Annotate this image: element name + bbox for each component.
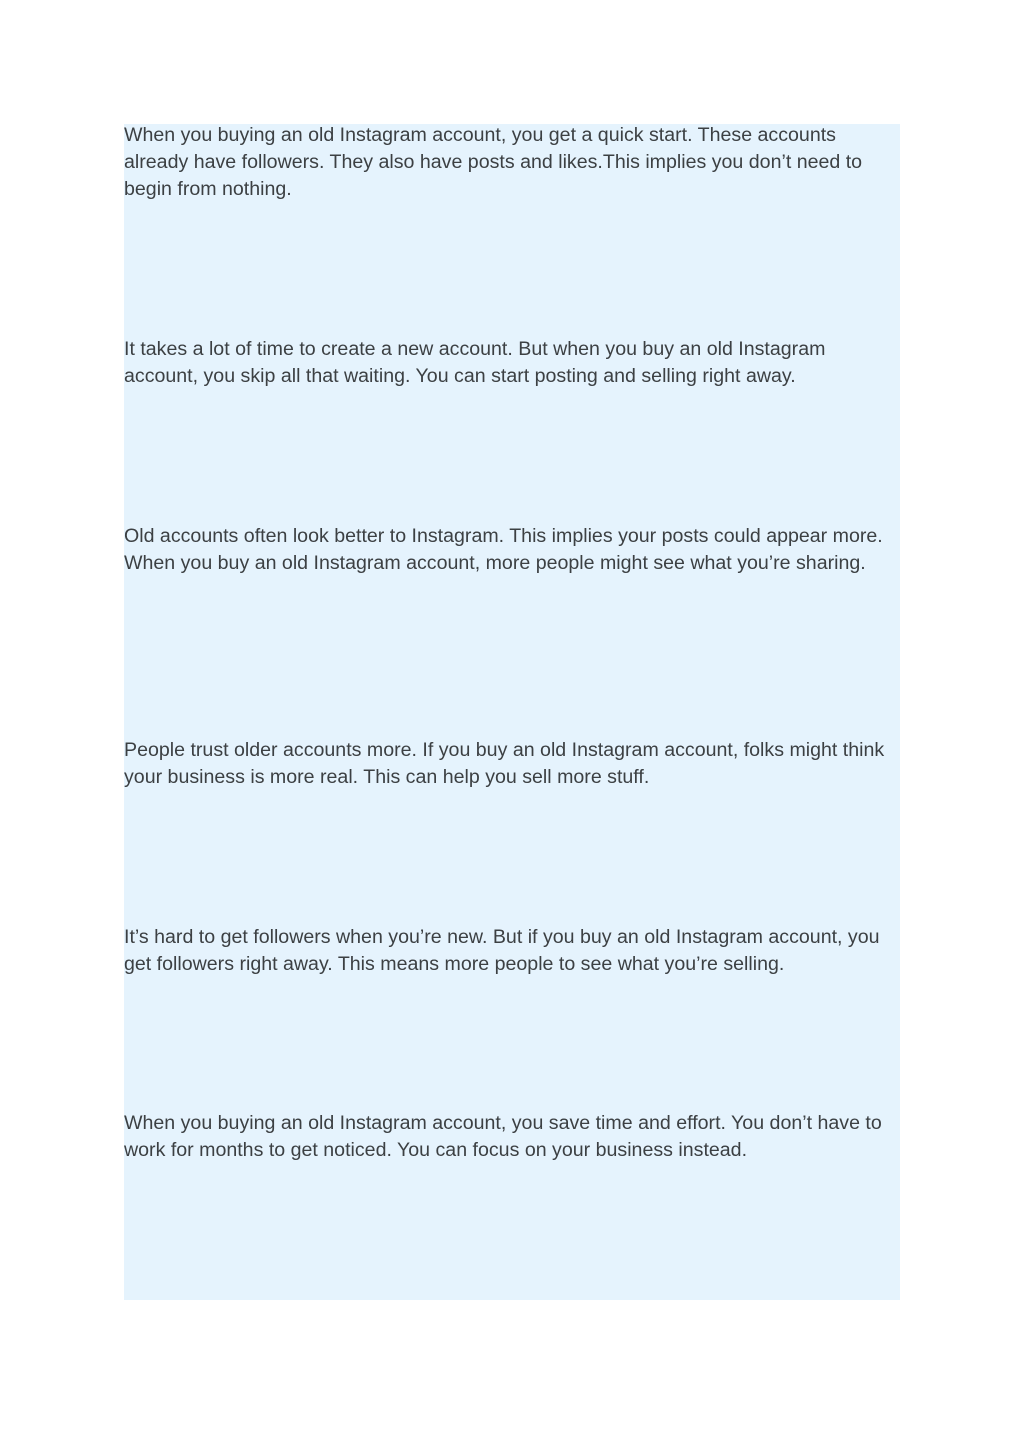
paragraph-save-time: When you buying an old Instagram account, you save time and effort. You don’t have to work for months to get noticed. You can focus on your business instead. [124,1112,882,1162]
paragraph-visibility: Old accounts often look better to Instagram. This implies your posts could appear more. When you buy an old Instagram account, more people might see what you’re sharing. [124,525,883,575]
paragraph-followers: It’s hard to get followers when you’re new. But if you buy an old Instagram account, you get followers right away. This means more people to see what you’re selling. [124,926,880,976]
paragraph-quick-start: When you buying an old Instagram account, you get a quick start. These accounts already have followers. They also have posts and likes.This implies you don’t need to begin from nothing. [124,124,863,201]
paragraph-skip-waiting: It takes a lot of time to create a new account. But when you buy an old Instagram account, you skip all that waiting. You can start posting and selling right away. [124,338,826,388]
paragraph-trust: People trust older accounts more. If you buy an old Instagram account, folks might think your business is more real. This can help you sell more stuff. [124,739,885,789]
